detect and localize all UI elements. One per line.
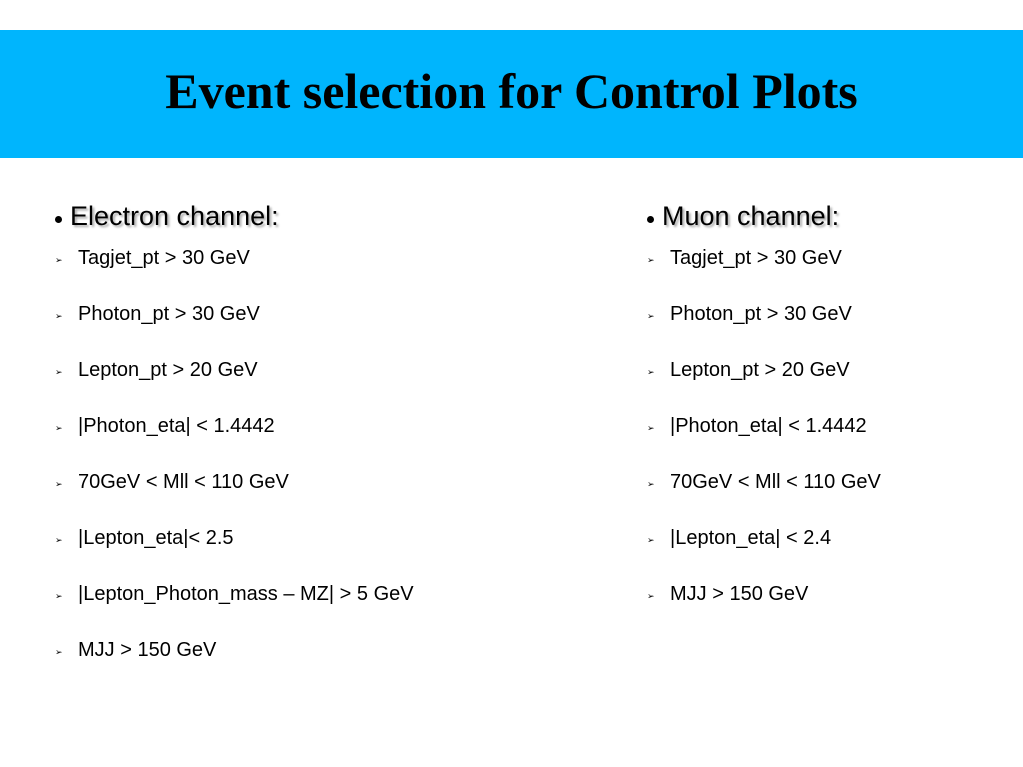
arrow-bullet-icon: ➢: [647, 422, 655, 433]
bullet-icon: [55, 216, 62, 223]
item-text: MJJ > 150 GeV: [670, 582, 809, 605]
arrow-bullet-icon: ➢: [55, 366, 63, 377]
heading-label: Electron channel:: [70, 200, 279, 231]
item-text: 70GeV < Mll < 110 GeV: [78, 470, 289, 493]
arrow-bullet-icon: ➢: [647, 478, 655, 489]
item-text: Photon_pt > 30 GeV: [78, 302, 260, 325]
item-text: Tagjet_pt > 30 GeV: [670, 246, 842, 269]
item-text: |Lepton_Photon_mass – MZ| > 5 GeV: [78, 582, 414, 605]
arrow-bullet-icon: ➢: [647, 366, 655, 377]
arrow-bullet-icon: ➢: [647, 254, 655, 265]
item-text: 70GeV < Mll < 110 GeV: [670, 470, 881, 493]
list-item: [645, 230, 881, 286]
item-text: Lepton_pt > 20 GeV: [670, 358, 850, 381]
arrow-bullet-icon: ➢: [647, 590, 655, 601]
arrow-bullet-icon: ➢: [647, 534, 655, 545]
arrow-bullet-icon: ➢: [55, 646, 63, 657]
muon-cut-list: [645, 230, 881, 622]
item-text: MJJ > 150 GeV: [78, 638, 217, 661]
arrow-bullet-icon: ➢: [55, 590, 63, 601]
item-text: Photon_pt > 30 GeV: [670, 302, 852, 325]
list-item: [53, 622, 414, 678]
list-item: [53, 454, 414, 510]
electron-cut-list: [53, 230, 414, 678]
arrow-bullet-icon: ➢: [55, 422, 63, 433]
muon-channel-column: [645, 196, 881, 622]
arrow-bullet-icon: ➢: [55, 254, 63, 265]
list-item: [645, 398, 881, 454]
list-item: [53, 398, 414, 454]
arrow-bullet-icon: ➢: [55, 534, 63, 545]
list-item: [645, 566, 881, 622]
title-banner: [0, 30, 1023, 158]
list-item: [53, 342, 414, 398]
list-item: [645, 342, 881, 398]
list-item: [53, 566, 414, 622]
item-text: |Lepton_eta|< 2.5: [78, 526, 234, 549]
item-text: Lepton_pt > 20 GeV: [78, 358, 258, 381]
list-item: [645, 510, 881, 566]
list-item: [645, 454, 881, 510]
list-item: [645, 286, 881, 342]
bullet-icon: [647, 216, 654, 223]
heading-label: Muon channel:: [662, 200, 840, 231]
arrow-bullet-icon: ➢: [55, 310, 63, 321]
item-text: |Photon_eta| < 1.4442: [78, 414, 275, 437]
arrow-bullet-icon: ➢: [55, 478, 63, 489]
item-text: |Lepton_eta| < 2.4: [670, 526, 832, 549]
item-text: Tagjet_pt > 30 GeV: [78, 246, 250, 269]
electron-channel-column: [53, 196, 414, 678]
slide-title: Event selection for Control Plots: [165, 63, 858, 119]
arrow-bullet-icon: ➢: [647, 310, 655, 321]
list-item: [53, 230, 414, 286]
list-item: [53, 286, 414, 342]
list-item: [53, 510, 414, 566]
item-text: |Photon_eta| < 1.4442: [670, 414, 867, 437]
